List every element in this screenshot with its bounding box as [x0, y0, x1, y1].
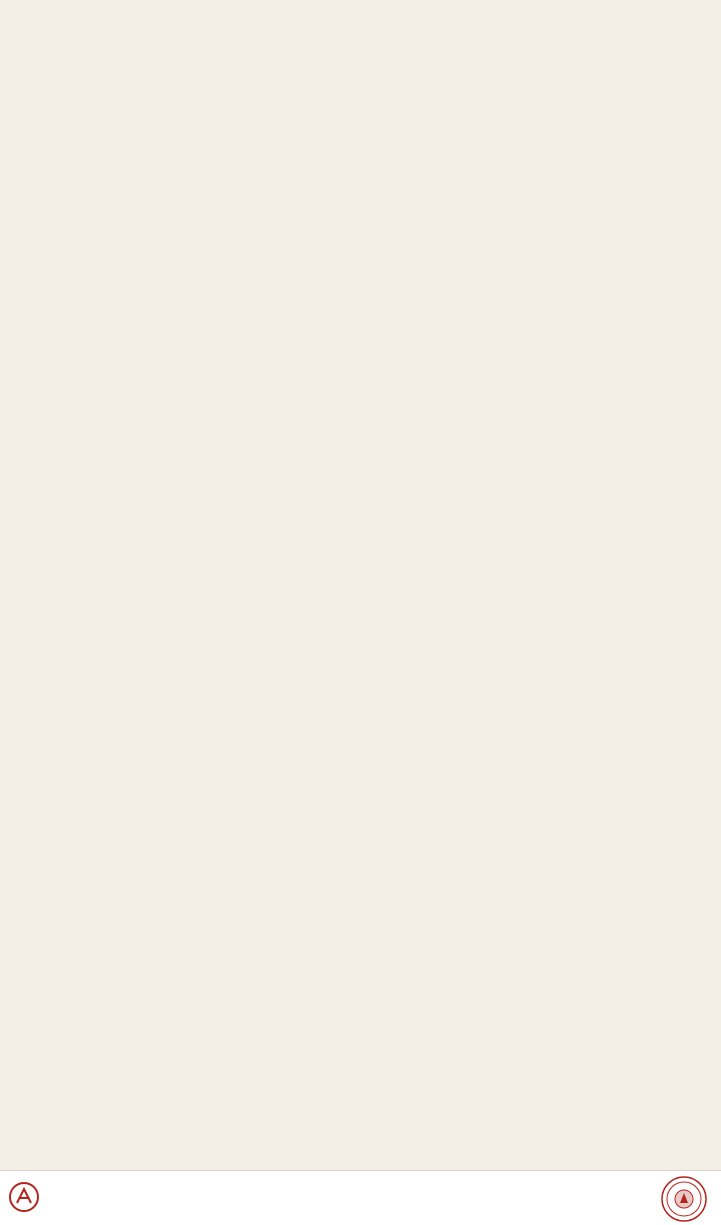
- university-library-logo-icon: [8, 1181, 40, 1213]
- footer-bar: [0, 1170, 721, 1225]
- university-seal-icon: [660, 1175, 708, 1223]
